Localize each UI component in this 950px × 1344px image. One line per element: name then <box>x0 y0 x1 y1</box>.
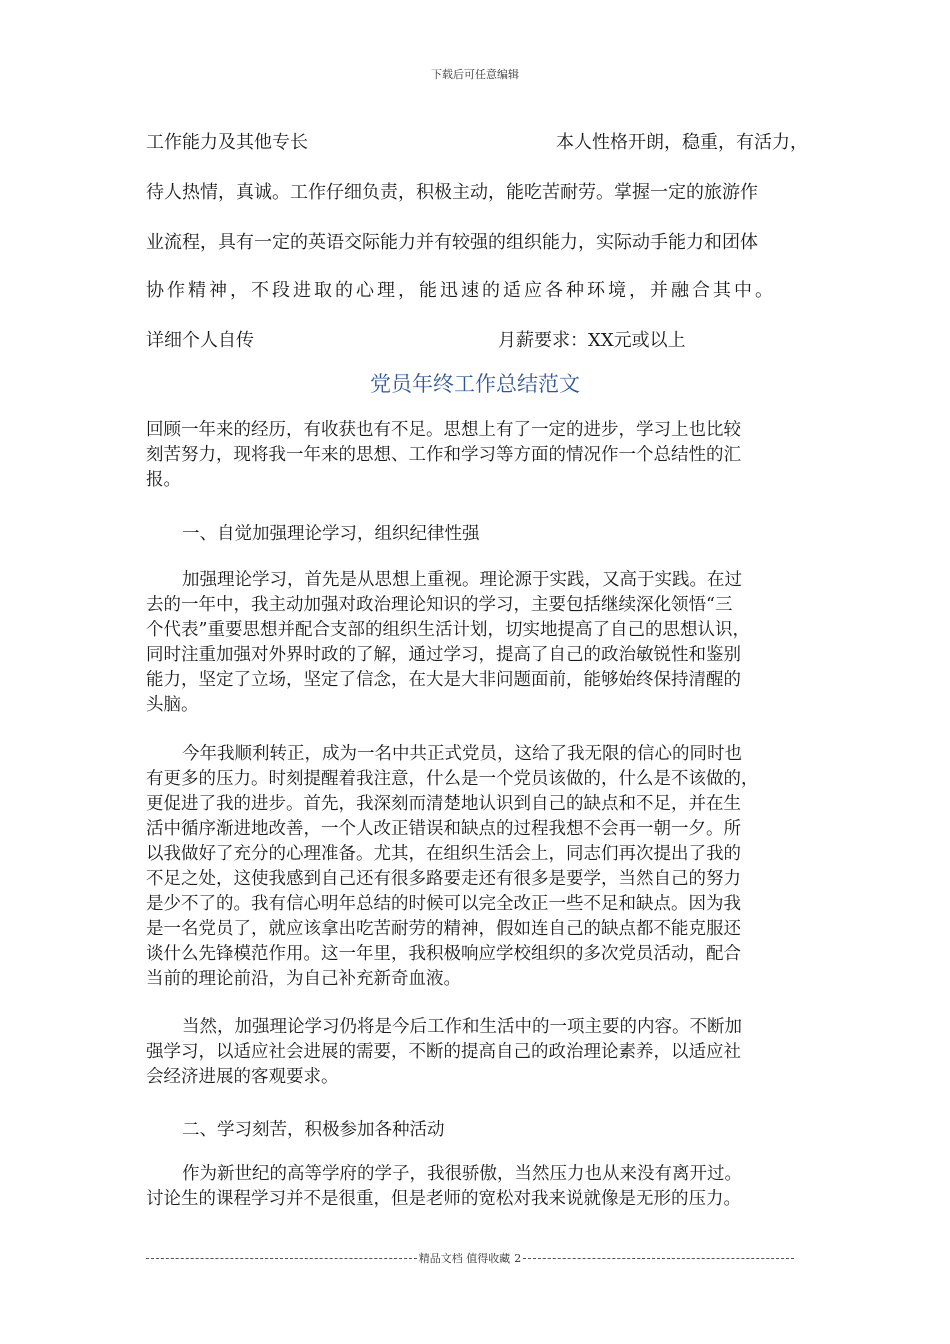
page-footer <box>146 1250 794 1266</box>
paragraph-line: 头脑。 <box>146 695 199 715</box>
skills-line-2: 待人热情，真诚。工作仔细负责，积极主动，能吃苦耐劳。掌握一定的旅游作 <box>146 182 758 203</box>
header-note: 下载后可任意编辑 <box>431 68 519 81</box>
section-2-heading: 二、学习刻苦，积极参加各种活动 <box>182 1120 445 1140</box>
skills-label: 工作能力及其他专长 <box>146 132 308 153</box>
paragraph-line: 个代表”重要思想并配合支部的组织生活计划，切实地提高了自己的思想认识， <box>146 620 750 640</box>
intro-line: 报。 <box>146 470 181 490</box>
paragraph-line: 强学习，以适应社会进展的需要，不断的提高自己的政治理论素养，以适应社 <box>146 1042 741 1062</box>
paragraph-line: 更促进了我的进步。首先，我深刻而清楚地认识到自己的缺点和不足，并在生 <box>146 794 741 814</box>
paragraph-2 <box>146 742 806 992</box>
intro-paragraph <box>146 418 806 493</box>
paragraph-line: 今年我顺利转正，成为一名中共正式党员，这给了我无限的信心的同时也 <box>182 744 742 764</box>
paragraph-line: 谈什么先锋模范作用。这一年里，我积极响应学校组织的多次党员活动，配合 <box>146 944 741 964</box>
paragraph-3 <box>146 1015 806 1090</box>
paragraph-line: 加强理论学习，首先是从思想上重视。理论源于实践，又高于实践。在过 <box>182 570 742 590</box>
intro-line: 刻苦努力，现将我一年来的思想、工作和学习等方面的情况作一个总结性的汇 <box>146 445 741 465</box>
paragraph-1 <box>146 568 806 718</box>
paragraph-line: 会经济进展的客观要求。 <box>146 1067 339 1087</box>
paragraph-line: 有更多的压力。时刻提醒着我注意，什么是一个党员该做的，什么是不该做的， <box>146 769 759 789</box>
skills-line-3: 业流程，具有一定的英语交际能力并有较强的组织能力，实际动手能力和团体 <box>146 232 758 253</box>
paragraph-line: 是一名党员了，就应该拿出吃苦耐劳的精神，假如连自己的缺点都不能克服还 <box>146 919 741 939</box>
footer-text: 精品文档 值得收藏 <box>418 1252 511 1265</box>
page-number: 2 <box>514 1251 522 1265</box>
paragraph-line: 是少不了的。我有信心明年总结的时候可以完全改正一些不足和缺点。因为我 <box>146 894 741 914</box>
paragraph-line: 不足之处，这使我感到自己还有很多路要走还有很多是要学，当然自己的努力 <box>146 869 741 889</box>
paragraph-line: 当然，加强理论学习仍将是今后工作和生活中的一项主要的内容。不断加 <box>182 1017 742 1037</box>
intro-line: 回顾一年来的经历，有收获也有不足。思想上有了一定的进步，学习上也比较 <box>146 420 741 440</box>
paragraph-line: 当前的理论前沿，为自己补充新奇血液。 <box>146 969 461 989</box>
paragraph-4 <box>146 1162 806 1212</box>
paragraph-line: 活中循序渐进地改善，一个人改正错误和缺点的过程我想不会再一朝一夕。所 <box>146 819 741 839</box>
paragraph-line: 作为新世纪的高等学府的学子，我很骄傲，当然压力也从来没有离开过。 <box>182 1164 742 1184</box>
footer-divider <box>523 1258 794 1259</box>
paragraph-line: 能力，坚定了立场，坚定了信念，在大是大非问题面前，能够始终保持清醒的 <box>146 670 741 690</box>
skills-line-1: 本人性格开朗，稳重，有活力， <box>556 132 808 153</box>
document-title: 党员年终工作总结范文 <box>370 372 580 396</box>
section-1-heading: 一、自觉加强理论学习，组织纪律性强 <box>182 524 480 544</box>
salary-requirement: 月薪要求：XX元或以上 <box>498 330 686 351</box>
paragraph-line: 同时注重加强对外界时政的了解，通过学习，提高了自己的政治敏锐性和鉴别 <box>146 645 741 665</box>
paragraph-line: 讨论生的课程学习并不是很重，但是老师的宽松对我来说就像是无形的压力。 <box>146 1189 741 1209</box>
bio-label: 详细个人自传 <box>146 330 254 351</box>
bio-row <box>146 326 826 350</box>
skills-row <box>146 128 826 152</box>
footer-divider <box>146 1258 417 1259</box>
paragraph-line: 以我做好了充分的心理准备。尤其，在组织生活会上，同志们再次提出了我的 <box>146 844 741 864</box>
skills-line-4: 协作精神，不段进取的心理，能迅速的适应各种环境，并融合其中。 <box>146 280 776 301</box>
paragraph-line: 去的一年中，我主动加强对政治理论知识的学习，主要包括继续深化领悟“三 <box>146 595 733 615</box>
